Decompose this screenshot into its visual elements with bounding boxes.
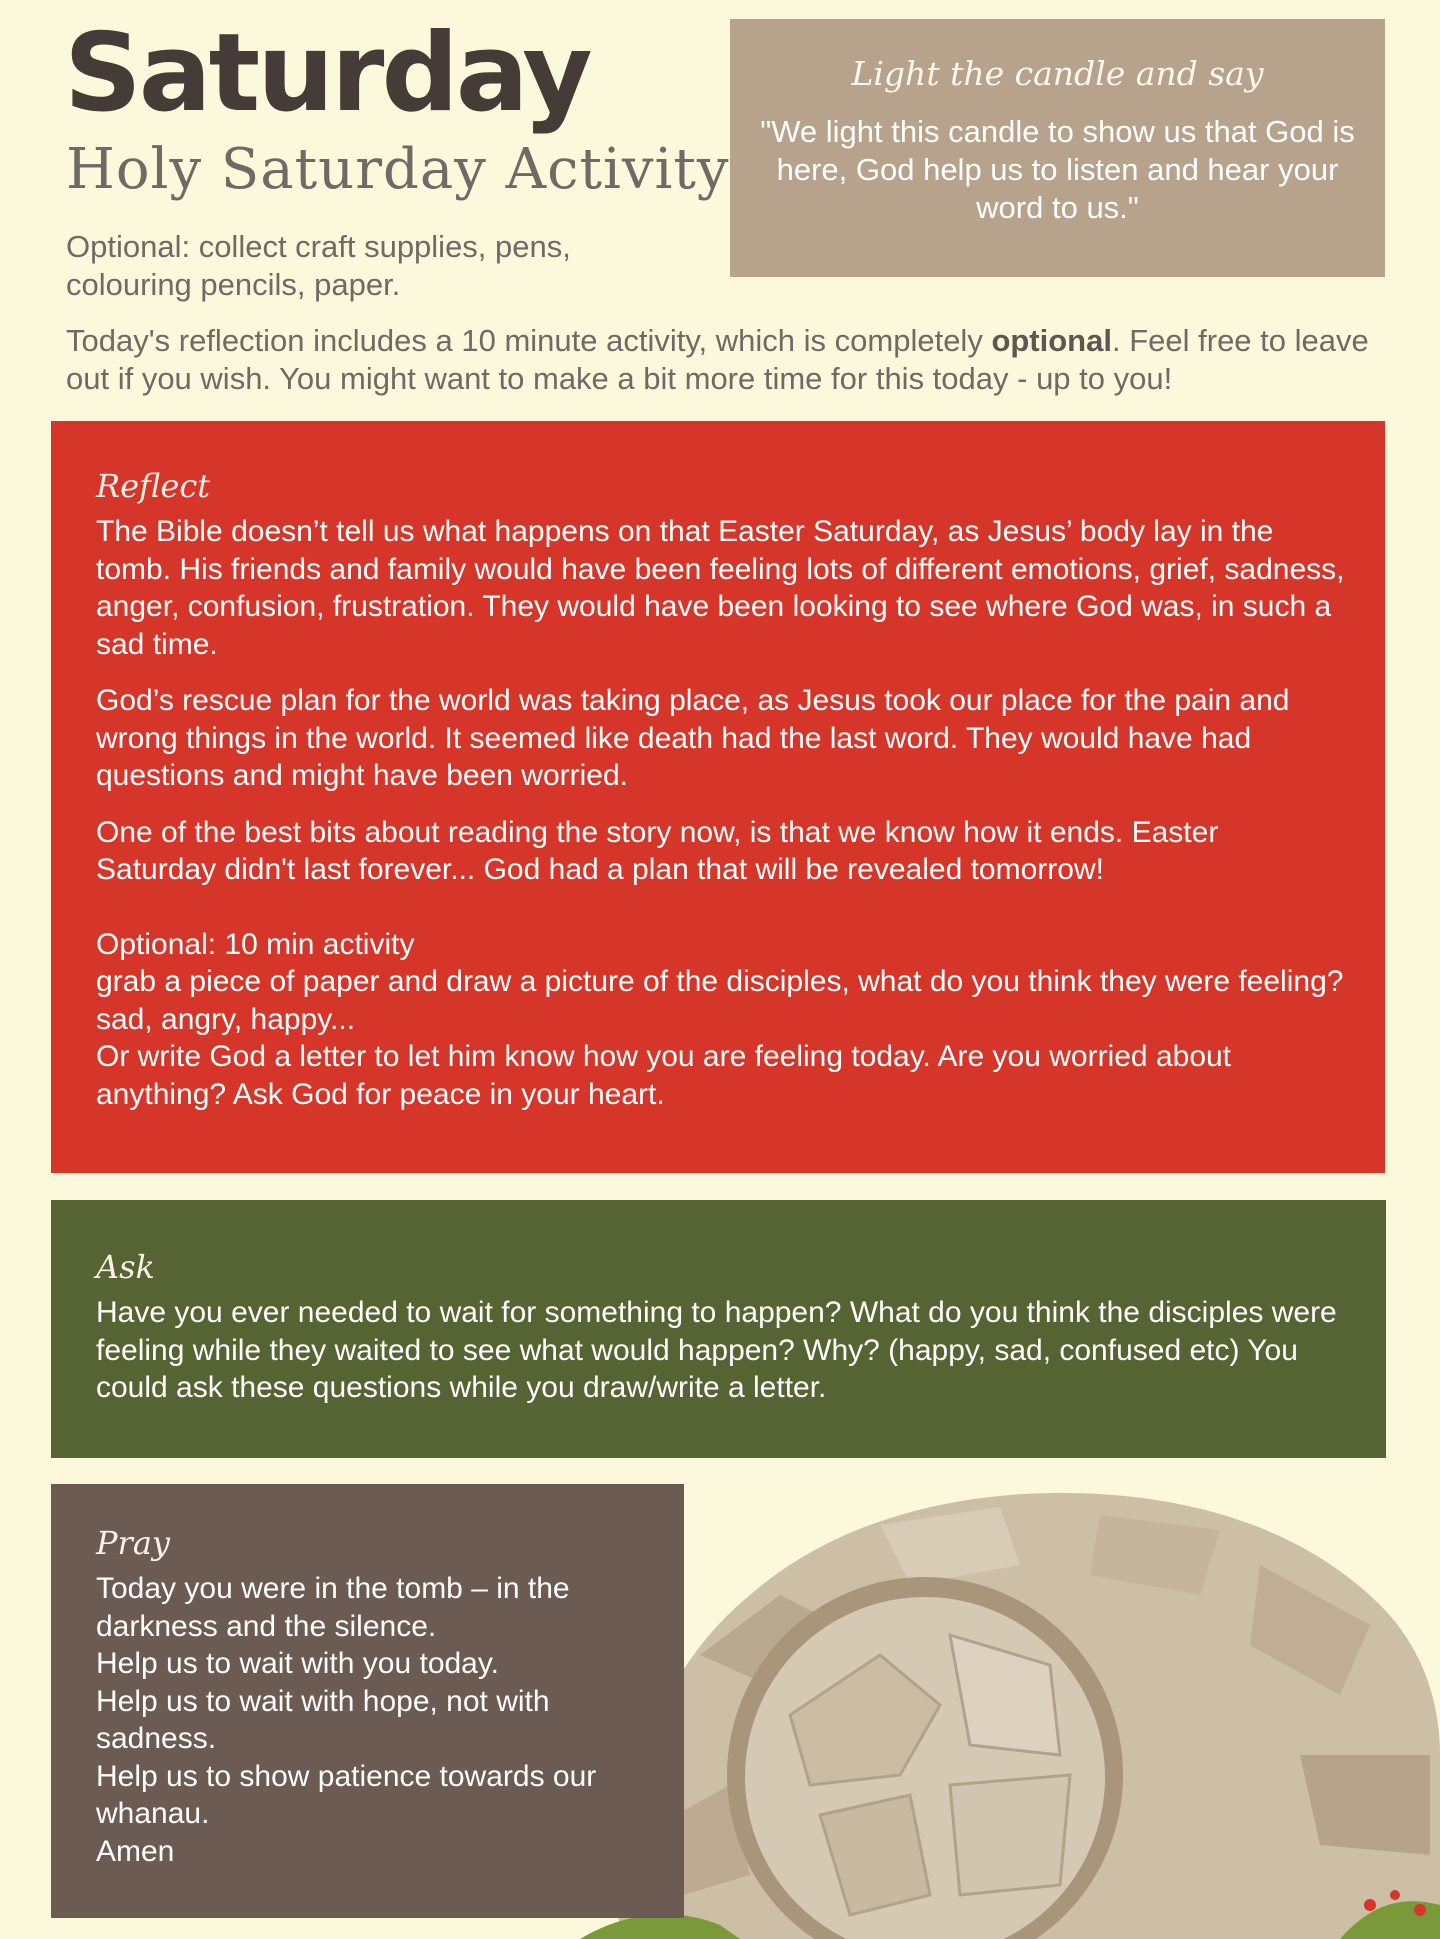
intro-text-bold: optional — [991, 323, 1112, 358]
pray-line: Amen — [96, 1834, 175, 1868]
page-subtitle: Holy Saturday Activity — [66, 137, 730, 202]
page-title: Saturday — [64, 11, 590, 136]
candle-heading: Light the candle and say — [851, 54, 1264, 93]
pray-line: Today you were in the tomb – in the darkness and the silence. — [96, 1572, 570, 1643]
activity-letter: Or write God a letter to let him know how you are feeling today. Are you worried about anything? Ask God for peace in your heart. — [96, 1040, 1232, 1111]
optional-supplies-note: Optional: collect craft supplies, pens, colouring pencils, paper. — [66, 229, 571, 302]
pray-line: Help us to wait with hope, not with sadness. — [96, 1684, 550, 1755]
candle-prayer: "We light this candle to show us that God is here, God help us to listen and hear your word to us." — [760, 114, 1355, 225]
intro-text-end: . Feel free to leave out if you wish. You might want to make a bit more time for this today - up to you! — [66, 323, 1369, 396]
reflect-section — [51, 421, 1385, 1173]
ask-text: Have you ever needed to wait for something to happen? What do you think the disciples were feeling while they waited to see what would happen? Why? (happy, sad, confused etc) You could ask these questions while you draw/write a letter. — [96, 1296, 1337, 1404]
intro-text — [66, 322, 1396, 398]
activity-title: Optional: 10 min activity — [96, 927, 415, 961]
intro-text-start: Today's reflection includes a 10 minute activity, which is completely — [66, 323, 992, 358]
ask-heading: Ask — [96, 1248, 155, 1286]
reflect-paragraph: God’s rescue plan for the world was taking place, as Jesus took our place for the pain and wrong things in the world. It seemed like death had the last word. They would have had questions and might have been worried. — [96, 684, 1290, 792]
candle-box — [730, 19, 1385, 277]
tomb-stone-illustration — [580, 1455, 1440, 1939]
reflect-heading: Reflect — [96, 467, 211, 505]
pray-line: Help us to wait with you today. — [96, 1647, 499, 1680]
ask-section — [51, 1200, 1386, 1458]
reflect-paragraph: The Bible doesn’t tell us what happens on that Easter Saturday, as Jesus’ body lay in the tomb. His friends and family would have been feeling lots of different emotions, grief, sadness, anger, confusion, frustration. They would have been looking to see where God was, in such a sad time. — [96, 515, 1345, 661]
pray-heading: Pray — [96, 1524, 170, 1562]
pray-section — [51, 1484, 684, 1918]
pray-line: Help us to show patience towards our whanau. — [96, 1759, 597, 1830]
activity-draw: grab a piece of paper and draw a picture of the disciples, what do you think they were feeling? sad, angry, happy... — [96, 965, 1344, 1036]
reflect-paragraph: One of the best bits about reading the story now, is that we know how it ends. Easter Saturday didn't last forever... God had a plan that will be revealed tomorrow! — [96, 815, 1219, 886]
